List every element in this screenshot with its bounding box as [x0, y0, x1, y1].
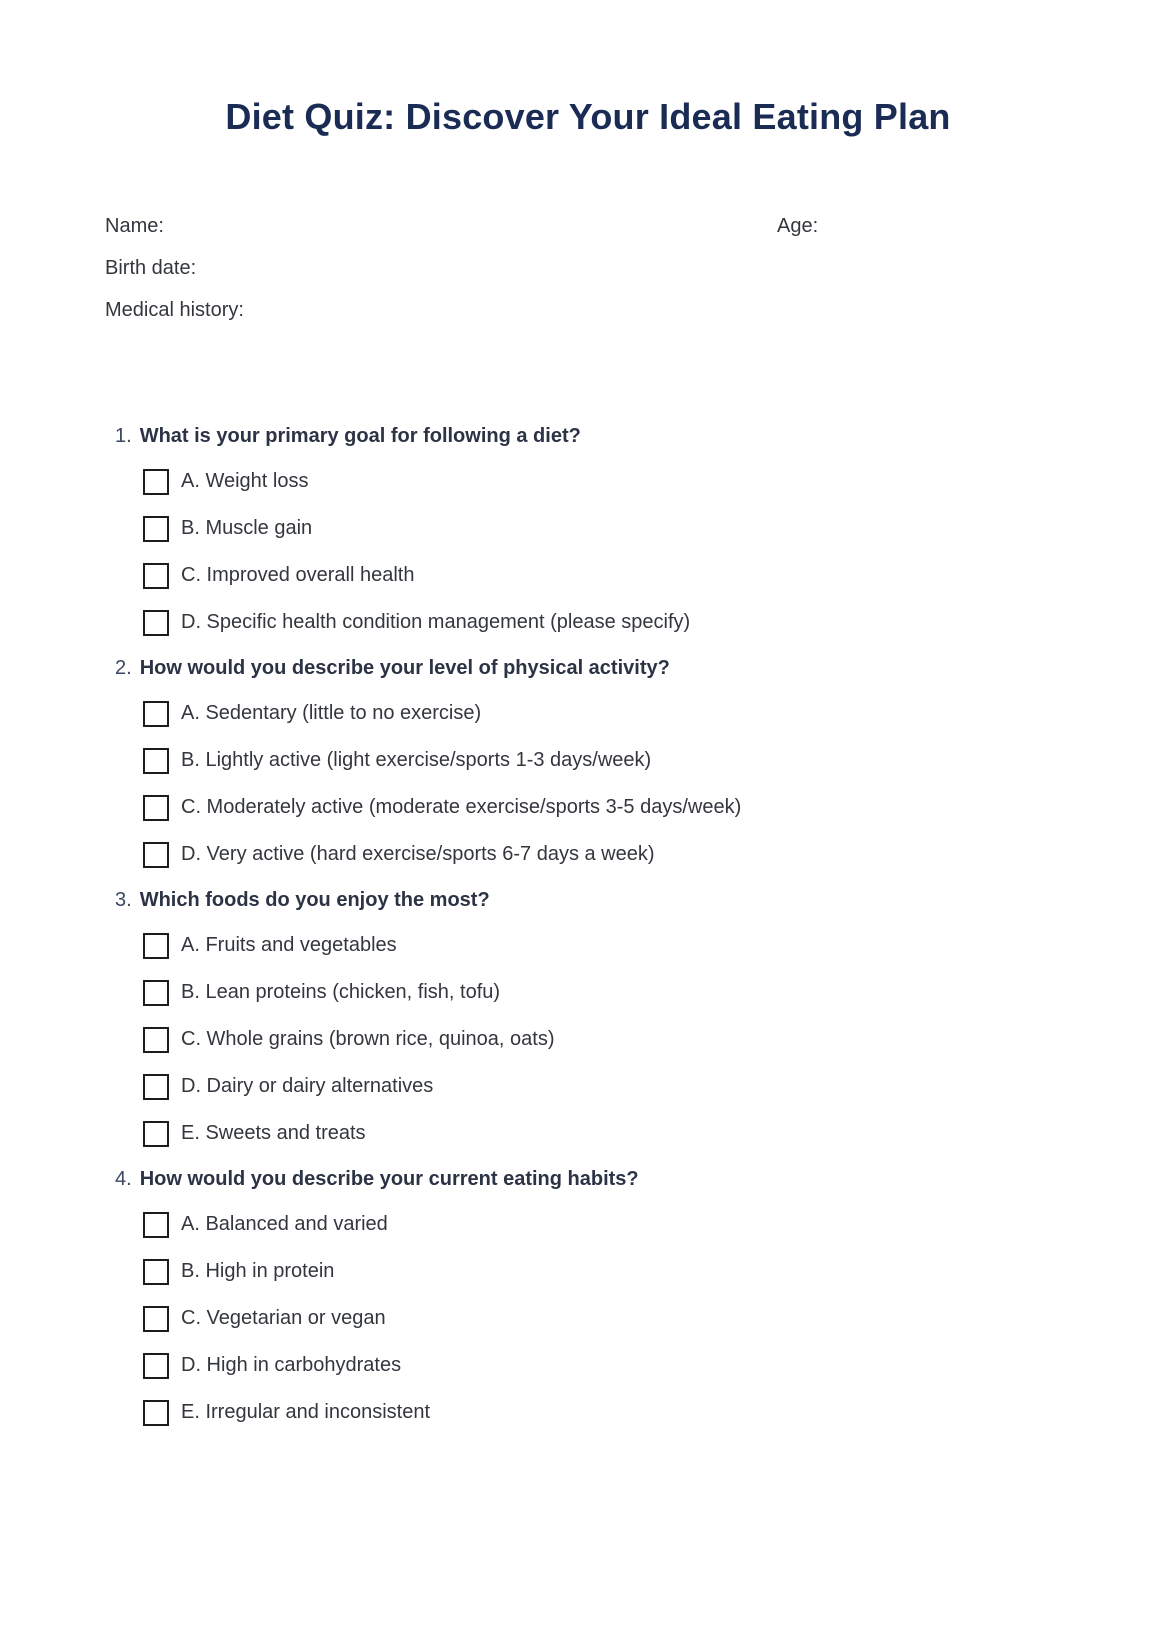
checkbox-q3-E[interactable]: [143, 1121, 169, 1147]
checkbox-q4-D[interactable]: [143, 1353, 169, 1379]
quiz-option-row: [143, 1399, 1096, 1426]
checkbox-q4-C[interactable]: [143, 1306, 169, 1332]
question-heading: [115, 1167, 1096, 1191]
question-number: 2.: [115, 657, 132, 679]
quiz-option-row: [143, 932, 1096, 959]
quiz-option-row: [143, 1073, 1096, 1100]
quiz-option-row: [143, 1120, 1096, 1147]
birth-date-field-label: Birth date:: [105, 257, 197, 279]
quiz-option-row: [143, 1211, 1096, 1238]
birth-date-row: [105, 256, 1071, 280]
quiz-option-row: [143, 1305, 1096, 1332]
quiz-option-row: [143, 562, 1096, 589]
quiz-option-row: [143, 841, 1096, 868]
option-label: A. Balanced and varied: [181, 1213, 388, 1235]
option-label: C. Vegetarian or vegan: [181, 1307, 386, 1329]
option-label: D. Specific health condition management (please specify): [181, 611, 691, 633]
question-text: How would you describe your current eating habits?: [139, 1168, 639, 1190]
question-number: 3.: [115, 889, 132, 911]
option-label: A. Weight loss: [181, 470, 309, 492]
option-label: A. Fruits and vegetables: [181, 934, 397, 956]
quiz-option-row: [143, 979, 1096, 1006]
question-number: 1.: [115, 425, 132, 447]
checkbox-q2-A[interactable]: [143, 701, 169, 727]
option-label: B. High in protein: [181, 1260, 335, 1282]
quiz-option-row: [143, 700, 1096, 727]
option-label: D. Very active (hard exercise/sports 6-7 days a week): [181, 843, 655, 865]
medical-history-row: [105, 298, 1071, 322]
checkbox-q4-E[interactable]: [143, 1400, 169, 1426]
checkbox-q3-A[interactable]: [143, 933, 169, 959]
question-text: Which foods do you enjoy the most?: [139, 889, 490, 911]
checkbox-q1-C[interactable]: [143, 563, 169, 589]
option-label: A. Sedentary (little to no exercise): [181, 702, 482, 724]
checkbox-q3-D[interactable]: [143, 1074, 169, 1100]
quiz-option-row: [143, 609, 1096, 636]
question-block-3: [115, 888, 1096, 1147]
question-heading: [115, 424, 1096, 448]
option-label: E. Sweets and treats: [181, 1122, 366, 1144]
name-age-row: [105, 214, 1071, 238]
checkbox-q1-D[interactable]: [143, 610, 169, 636]
option-label: C. Moderately active (moderate exercise/sports 3-5 days/week): [181, 796, 742, 818]
option-label: B. Muscle gain: [181, 517, 313, 539]
option-label: B. Lean proteins (chicken, fish, tofu): [181, 981, 501, 1003]
question-text: How would you describe your level of physical activity?: [139, 657, 670, 679]
quiz-option-row: [143, 794, 1096, 821]
question-block-2: [115, 656, 1096, 868]
patient-info-section: [105, 214, 1071, 322]
quiz-questions-section: [115, 424, 1096, 1426]
question-heading: [115, 888, 1096, 912]
quiz-option-row: [143, 468, 1096, 495]
option-label: E. Irregular and inconsistent: [181, 1401, 431, 1423]
question-options: [115, 1211, 1096, 1426]
checkbox-q3-C[interactable]: [143, 1027, 169, 1053]
checkbox-q2-D[interactable]: [143, 842, 169, 868]
option-label: B. Lightly active (light exercise/sports 1-3 days/week): [181, 749, 652, 771]
option-label: D. Dairy or dairy alternatives: [181, 1075, 434, 1097]
quiz-option-row: [143, 515, 1096, 542]
checkbox-q2-B[interactable]: [143, 748, 169, 774]
checkbox-q2-C[interactable]: [143, 795, 169, 821]
option-label: C. Improved overall health: [181, 564, 415, 586]
question-text: What is your primary goal for following a diet?: [139, 425, 581, 447]
option-label: C. Whole grains (brown rice, quinoa, oats): [181, 1028, 555, 1050]
page-title: Diet Quiz: Discover Your Ideal Eating Plan: [225, 96, 951, 137]
quiz-option-row: [143, 1352, 1096, 1379]
checkbox-q4-A[interactable]: [143, 1212, 169, 1238]
question-block-1: [115, 424, 1096, 636]
checkbox-q1-B[interactable]: [143, 516, 169, 542]
question-heading: [115, 656, 1096, 680]
quiz-option-row: [143, 1258, 1096, 1285]
option-label: D. High in carbohydrates: [181, 1354, 402, 1376]
checkbox-q4-B[interactable]: [143, 1259, 169, 1285]
question-number: 4.: [115, 1168, 132, 1190]
medical-history-field-label: Medical history:: [105, 299, 244, 321]
quiz-option-row: [143, 1026, 1096, 1053]
question-options: [115, 468, 1096, 636]
age-field-label: Age:: [777, 215, 819, 237]
question-options: [115, 932, 1096, 1147]
question-options: [115, 700, 1096, 868]
checkbox-q1-A[interactable]: [143, 469, 169, 495]
checkbox-q3-B[interactable]: [143, 980, 169, 1006]
name-field-label: Name:: [105, 215, 164, 237]
question-block-4: [115, 1167, 1096, 1426]
quiz-option-row: [143, 747, 1096, 774]
